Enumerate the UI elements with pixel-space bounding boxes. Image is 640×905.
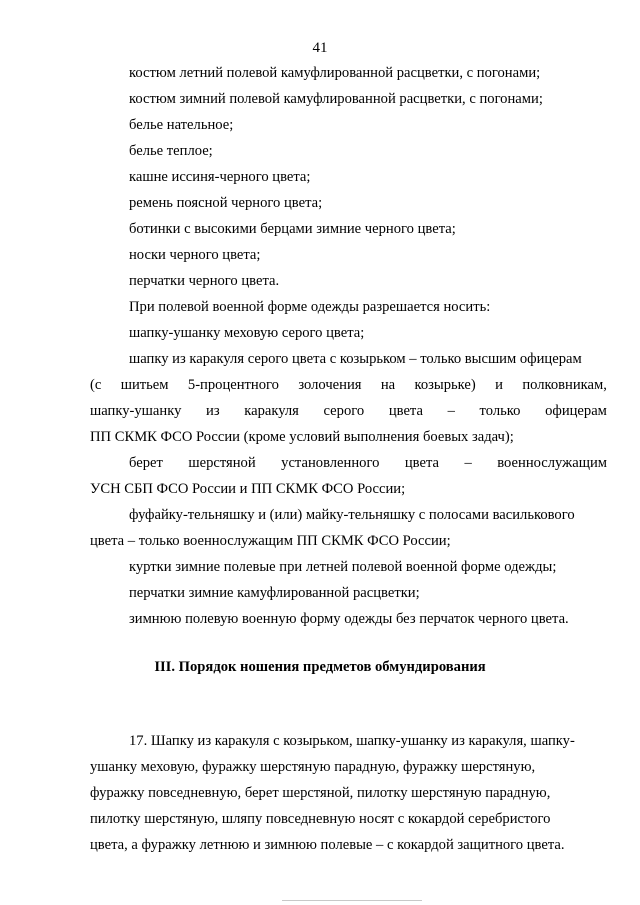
word: каракуля [244, 403, 299, 419]
word: 5-процентного [187, 377, 279, 393]
word: офицерам [545, 403, 607, 419]
word: полковникам, [522, 377, 607, 393]
list-item: ботинки с высокими берцами зимние черного цвета; [129, 221, 456, 237]
paragraph-line: пилотку шерстяную, шляпу повседневную носят с кокардой серебристого [90, 811, 551, 827]
paragraph-line: цвета, а фуражку летнюю и зимнюю полевые – с кокардой защитного цвета. [90, 837, 565, 853]
word: и [495, 377, 503, 393]
justified-line [90, 402, 607, 420]
word: установленного [281, 455, 380, 471]
list-item: перчатки черного цвета. [129, 273, 280, 289]
list-item: шапку-ушанку меховую серого цвета; [129, 325, 365, 341]
justified-line [129, 454, 607, 472]
word: – [447, 403, 455, 419]
list-item: белье теплое; [129, 143, 213, 159]
paragraph-line: ПП СКМК ФСО России (кроме условий выполнения боевых задач); [90, 429, 514, 445]
scan-edge-line [282, 900, 422, 901]
list-item: костюм летний полевой камуфлированной расцветки, с погонами; [129, 65, 541, 81]
list-item: ремень поясной черного цвета; [129, 195, 323, 211]
paragraph-line: 17. Шапку из каракуля с козырьком, шапку-ушанку из каракуля, шапку- [129, 733, 575, 749]
paragraph-line: цвета – только военнослужащим ПП СКМК ФСО России; [90, 533, 451, 549]
word: (с [90, 377, 102, 393]
list-item: перчатки зимние камуфлированной расцветки; [129, 585, 420, 601]
word: – [464, 455, 472, 471]
list-item: куртки зимние полевые при летней полевой военной форме одежды; [129, 559, 557, 575]
list-item: белье нательное; [129, 117, 234, 133]
word: военнослужащим [497, 455, 607, 471]
word: цвета [388, 403, 423, 419]
paragraph-line: УСН СБП ФСО России и ПП СКМК ФСО России; [90, 481, 406, 497]
word: только [479, 403, 521, 419]
paragraph-line: При полевой военной форме одежды разрешается носить: [129, 299, 491, 315]
word: золочения [298, 377, 362, 393]
word: цвета [404, 455, 439, 471]
word: шитьем [120, 377, 169, 393]
section-heading: III. Порядок ношения предметов обмундирования [154, 659, 486, 675]
list-item: кашне иссиня-черного цвета; [129, 169, 311, 185]
list-item: костюм зимний полевой камуфлированной расцветки, с погонами; [129, 91, 543, 107]
list-item: зимнюю полевую военную форму одежды без перчаток черного цвета. [129, 611, 569, 627]
word: козырьке) [414, 377, 476, 393]
paragraph-line: фуфайку-тельняшку и (или) майку-тельняшку с полосами василькового [129, 507, 575, 523]
paragraph-line: ушанку меховую, фуражку шерстяную парадную, фуражку шерстяную, [90, 759, 536, 775]
word: шапку-ушанку [90, 403, 182, 419]
paragraph-line: шапку из каракуля серого цвета с козырьком – только высшим офицерам [129, 351, 582, 367]
word: берет [129, 455, 163, 471]
word: серого [323, 403, 365, 419]
word: из [206, 403, 220, 419]
page-number: 41 [312, 40, 328, 56]
word: на [380, 377, 396, 393]
paragraph-line: фуражку повседневную, берет шерстяной, пилотку шерстяную парадную, [90, 785, 551, 801]
list-item: носки черного цвета; [129, 247, 261, 263]
word: шерстяной [188, 455, 256, 471]
justified-line [90, 376, 607, 394]
